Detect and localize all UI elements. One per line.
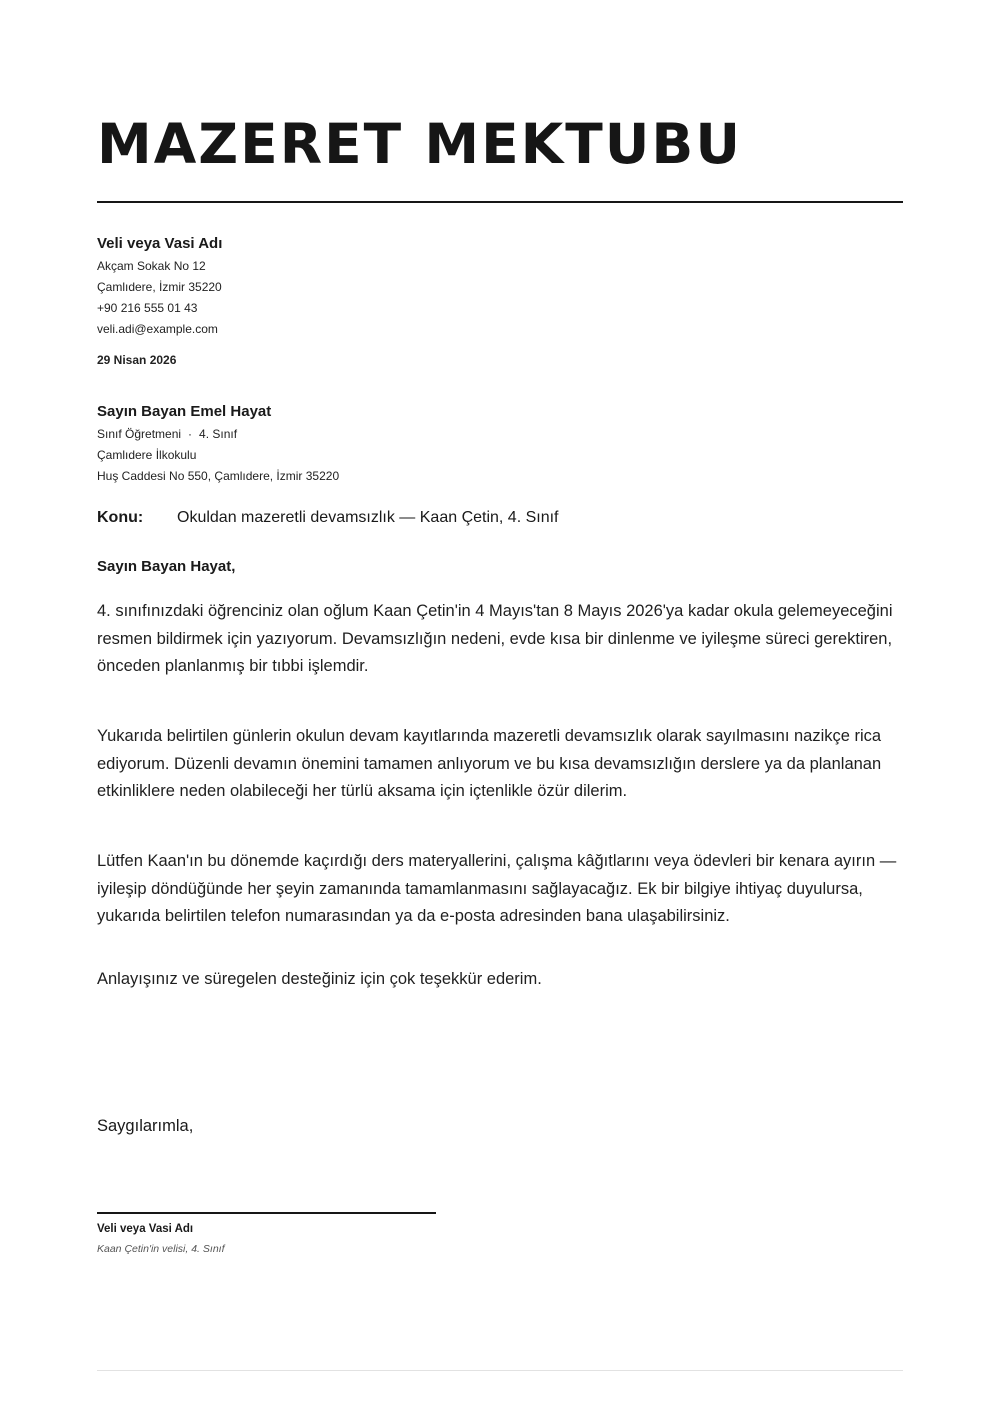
title-divider [97,201,903,203]
signature-line [97,1212,436,1214]
letter-date: 29 Nisan 2026 [97,353,177,367]
body-paragraph-2: Yukarıda belirtilen günlerin okulun devam kayıtlarında mazeretli devamsızlık olarak sayılmasını nazikçe rica ediyorum. Düzenli devamın önemini tamamen anlıyorum ve bu kısa devamsızlığın derslere ya da planlanan etkinliklere neden olabileceği her türlü aksama için içtenlikle özür dilerim. [97,727,882,800]
sender-name: Veli veya Vasi Adı [97,235,223,252]
sender-block [97,234,222,340]
letter-title: MAZERET MEKTUBU [97,112,743,176]
recipient-address: Huş Caddesi No 550, Çamlıdere, İzmir 35220 [97,469,340,483]
recipient-block [97,402,339,487]
recipient-name: Sayın Bayan Emel Hayat [97,403,272,420]
recipient-school: Çamlıdere İlkokulu [97,448,197,462]
subject-label: Konu: [97,509,144,526]
subject-text: Okuldan mazeretli devamsızlık — Kaan Çetin, 4. Sınıf [177,509,559,526]
sender-phone: +90 216 555 01 43 [97,301,198,315]
subject-line [97,507,559,529]
footer-divider [97,1370,903,1371]
body-paragraph-1: 4. sınıfınızdaki öğrenciniz olan oğlum Kaan Çetin'in 4 Mayıs'tan 8 Mayıs 2026'ya kadar okula gelemeyeceğini resmen bildirmek için yazıyorum. Devamsızlığın nedeni, evde kısa bir dinlenme ve iyileşme süreci gerektiren, önceden planlanmış bir tıbbi işlemdir. [97,602,893,675]
body-paragraph-4: Anlayışınız ve süregelen desteğiniz için çok teşekkür ederim. [97,970,542,988]
signature-role: Kaan Çetin'in velisi, 4. Sınıf [97,1243,225,1255]
recipient-role: Sınıf Öğretmeni [97,427,182,441]
role-separator: · [188,427,193,441]
recipient-grade: 4. Sınıf [199,427,238,441]
sender-address-line1: Akçam Sokak No 12 [97,259,206,273]
letter-page [97,0,903,1415]
recipient-role-line [97,424,339,445]
signature-name: Veli veya Vasi Adı [97,1223,194,1235]
sender-email: veli.adi@example.com [97,322,218,336]
salutation: Sayın Bayan Hayat, [97,558,236,575]
sender-address-line2: Çamlıdere, İzmir 35220 [97,280,222,294]
body-paragraph-3: Lütfen Kaan'ın bu dönemde kaçırdığı ders materyallerini, çalışma kâğıtlarını veya ödevleri bir kenara ayırın — iyileşip döndüğünde her şeyin zamanında tamamlanmasını sağlayacağız. Ek bir bilgiye ihtiyaç duyulursa, yukarıda belirtilen telefon numarasından ya da e-posta adresinden bana ulaşabilirsiniz. [97,852,897,925]
closing: Saygılarımla, [97,1117,194,1135]
